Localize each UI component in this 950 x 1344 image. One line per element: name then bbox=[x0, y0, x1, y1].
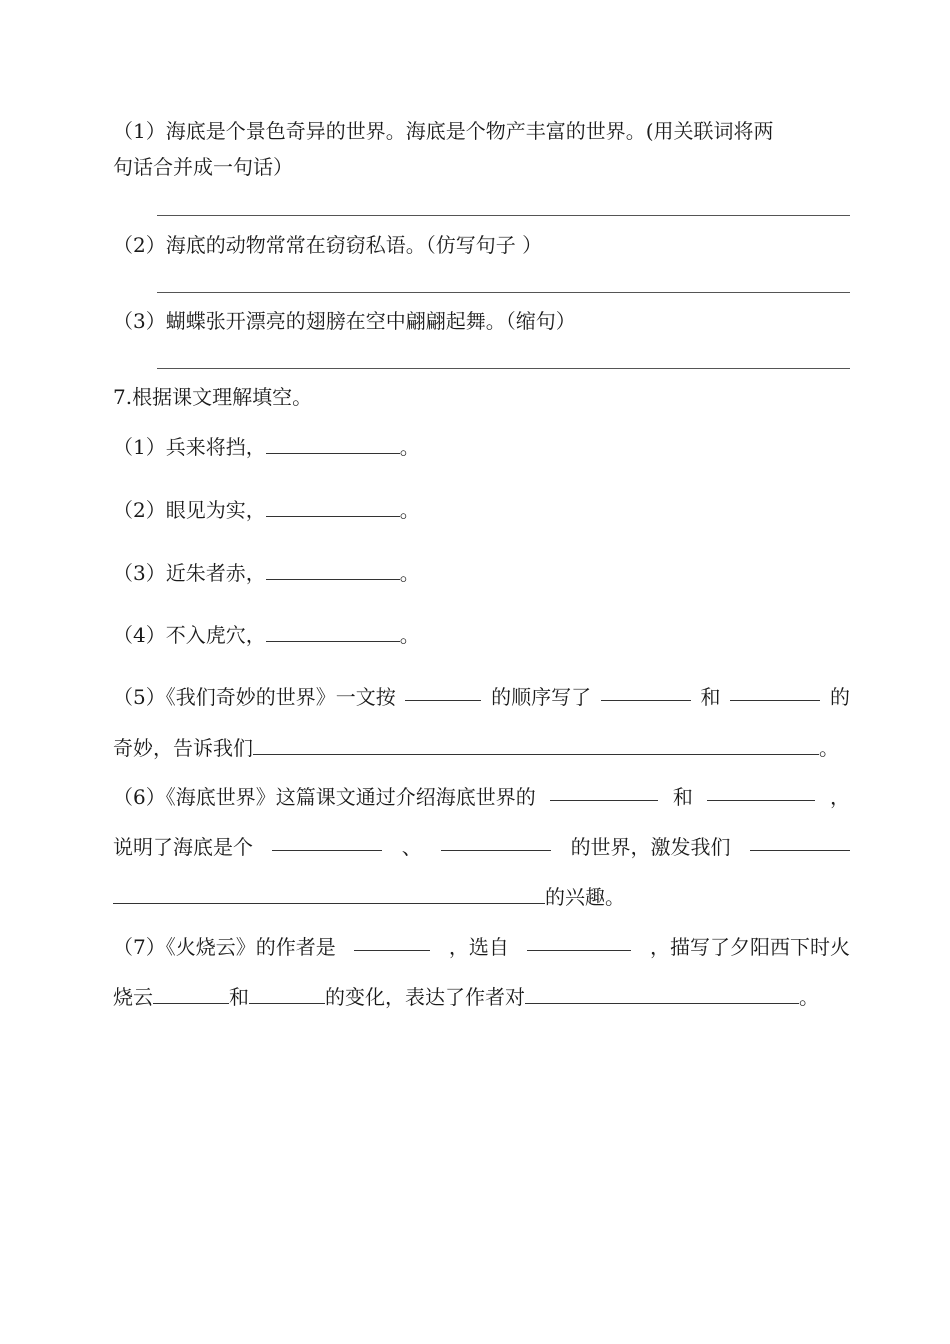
item-6-line3 bbox=[113, 882, 850, 912]
idiom-item-1-blank[interactable] bbox=[266, 435, 400, 454]
exercise-2-answer-line[interactable] bbox=[157, 292, 850, 293]
exercise-1-answer-line[interactable] bbox=[157, 215, 850, 216]
idiom-item-4 bbox=[113, 620, 850, 650]
exercise-3-prompt: （3）蝴蝶张开漂亮的翅膀在空中翩翩起舞。（缩句） bbox=[113, 309, 576, 333]
item-7-blank-2[interactable] bbox=[249, 985, 325, 1004]
idiom-item-1-end: 。 bbox=[399, 435, 420, 459]
idiom-item-3-end: 。 bbox=[399, 561, 420, 585]
item-5-blank-2[interactable] bbox=[730, 682, 820, 701]
idiom-item-1-text: （1）兵来将挡， bbox=[113, 435, 266, 459]
idiom-item-2 bbox=[113, 495, 850, 525]
item-7-line2 bbox=[113, 982, 850, 1012]
item-7-blank-3[interactable] bbox=[525, 985, 799, 1004]
idiom-item-4-text: （4）不入虎穴， bbox=[113, 623, 266, 647]
item-5-text-a: （5）《我们奇妙的世界》一文按 bbox=[113, 685, 396, 709]
idiom-item-3-text: （3）近朱者赤， bbox=[113, 561, 266, 585]
idiom-item-2-end: 。 bbox=[399, 498, 420, 522]
item-6-blank-1[interactable] bbox=[550, 782, 658, 801]
item-5-text-b: 的顺序写了 bbox=[491, 685, 592, 709]
idiom-item-3-blank[interactable] bbox=[266, 561, 400, 580]
idiom-item-4-end: 。 bbox=[399, 623, 420, 647]
item-7-text-a: （7）《火烧云》的作者是 bbox=[113, 935, 336, 959]
idiom-item-4-blank[interactable] bbox=[266, 623, 400, 642]
item-6-line2 bbox=[113, 832, 850, 862]
item-7-text-b: ，选自 bbox=[448, 935, 509, 959]
item-5-blank-order[interactable] bbox=[405, 682, 481, 701]
idiom-item-2-blank[interactable] bbox=[266, 498, 400, 517]
idiom-item-3 bbox=[113, 558, 850, 588]
item-7-text-d: 烧云 bbox=[113, 985, 153, 1009]
item-7-blank-author[interactable] bbox=[354, 932, 430, 951]
item-6-text-e: 、 bbox=[401, 835, 422, 859]
item-5-text-f: 。 bbox=[819, 736, 839, 760]
item-5-line2 bbox=[113, 733, 850, 763]
item-5-text-c: 和 bbox=[700, 685, 721, 709]
question-7-title: 7.根据课文理解填空。 bbox=[113, 385, 313, 409]
item-6-text-f: 的世界，激发我们 bbox=[570, 835, 731, 859]
item-6-blank-5[interactable] bbox=[750, 832, 850, 851]
item-5-line1 bbox=[113, 682, 850, 712]
item-6-text-g: 的兴趣。 bbox=[545, 885, 625, 909]
item-7-text-c: ，描写了夕阳西下时火 bbox=[649, 935, 850, 959]
exercise-1-prompt-line1: （1）海底是个景色奇异的世界。海底是个物产丰富的世界。(用关联词将两 bbox=[113, 119, 774, 143]
item-6-text-d: 说明了海底是个 bbox=[113, 835, 253, 859]
exercise-2-prompt: （2）海底的动物常常在窃窃私语。（仿写句子 ） bbox=[113, 233, 543, 257]
item-6-blank-3[interactable] bbox=[272, 832, 382, 851]
exercise-3-answer-line[interactable] bbox=[157, 368, 850, 369]
item-6-line1 bbox=[113, 782, 850, 812]
item-7-text-g: 。 bbox=[799, 985, 819, 1009]
item-7-line1 bbox=[113, 932, 850, 962]
item-7-blank-source[interactable] bbox=[527, 932, 631, 951]
item-6-blank-4[interactable] bbox=[441, 832, 551, 851]
item-5-text-e: 奇妙，告诉我们 bbox=[113, 736, 253, 760]
item-6-text-c: ， bbox=[829, 785, 850, 809]
item-7-blank-1[interactable] bbox=[153, 985, 229, 1004]
item-6-blank-2[interactable] bbox=[707, 782, 815, 801]
item-6-text-a: （6）《海底世界》这篇课文通过介绍海底世界的 bbox=[113, 785, 536, 809]
item-5-blank-1[interactable] bbox=[601, 682, 691, 701]
item-5-blank-3[interactable] bbox=[253, 736, 819, 755]
idiom-item-2-text: （2）眼见为实， bbox=[113, 498, 266, 522]
exercise-1-prompt-line2: 句话合并成一句话） bbox=[113, 155, 293, 179]
item-6-text-b: 和 bbox=[672, 785, 693, 809]
item-5-text-d: 的 bbox=[829, 685, 850, 709]
item-7-text-e: 和 bbox=[229, 985, 249, 1009]
idiom-item-1 bbox=[113, 432, 850, 462]
item-6-blank-6[interactable] bbox=[113, 885, 545, 904]
item-7-text-f: 的变化，表达了作者对 bbox=[325, 985, 525, 1009]
